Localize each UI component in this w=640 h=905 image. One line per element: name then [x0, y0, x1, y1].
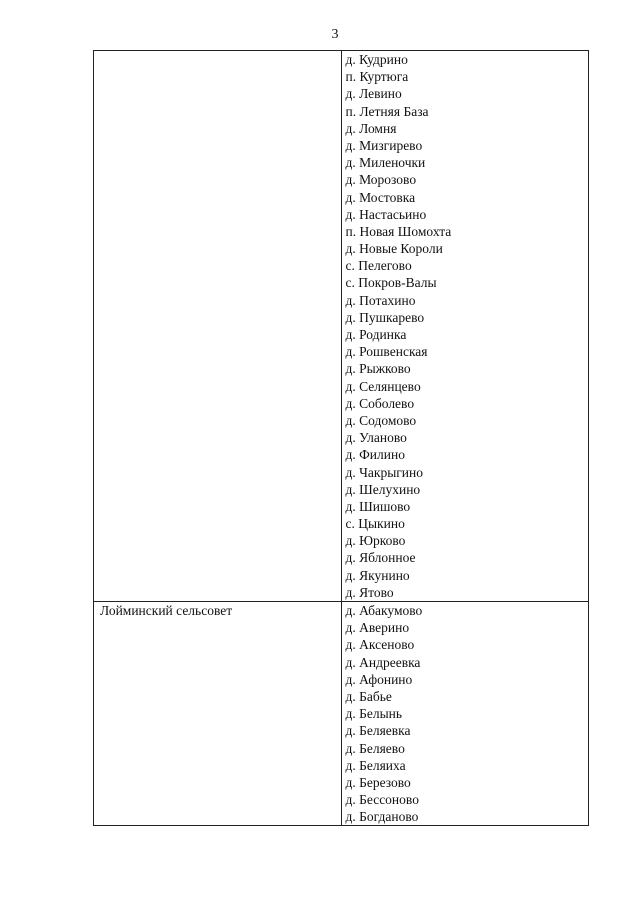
settlements-cell: [341, 51, 589, 602]
settlement-item: д. Богданово: [345, 809, 419, 825]
table-row: [94, 602, 589, 826]
settlement-item: д. Ломня: [345, 120, 397, 136]
settlement-item: д. Соболево: [345, 395, 415, 411]
settlement-item: д. Потахино: [345, 292, 416, 308]
settlement-item: д. Чакрыгино: [345, 464, 423, 480]
settlement-item: д. Ятово: [345, 584, 394, 600]
settlement-item: д. Морозово: [345, 172, 417, 188]
settlement-item: д. Содомово: [345, 412, 417, 428]
settlement-item: с. Пелегово: [345, 258, 412, 274]
settlement-item: с. Цыкино: [345, 516, 405, 532]
settlement-item: д. Шелухино: [345, 481, 421, 497]
page-number: 3: [331, 27, 339, 42]
settlement-list: [342, 602, 589, 825]
settlement-item: д. Бабье: [345, 688, 392, 704]
settlement-item: п. Летняя База: [345, 103, 429, 119]
settlement-item: д. Рыжково: [345, 361, 411, 377]
settlement-item: д. Рошвенская: [345, 344, 428, 360]
settlement-item: д. Шишово: [345, 498, 411, 514]
settlement-item: д. Андреевка: [345, 654, 421, 670]
settlement-item: д. Пушкарево: [345, 309, 425, 325]
table-row: [94, 51, 589, 602]
settlement-item: д. Новые Короли: [345, 241, 443, 257]
settlement-item: д. Якунино: [345, 567, 410, 583]
settlement-item: д. Абакумово: [345, 603, 423, 618]
settlement-item: д. Беляево: [345, 740, 405, 756]
district-cell: [94, 51, 342, 602]
settlement-item: д. Мизгирево: [345, 137, 423, 153]
settlement-item: п. Новая Шомохта: [345, 223, 452, 239]
settlement-item: д. Настасьино: [345, 206, 427, 222]
settlements-table: [93, 50, 589, 826]
settlement-item: д. Филино: [345, 447, 405, 463]
settlement-item: д. Юрково: [345, 533, 406, 549]
settlement-item: д. Родинка: [345, 327, 407, 342]
settlement-item: д. Мостовка: [345, 189, 416, 205]
settlement-item: д. Бессоново: [345, 792, 419, 808]
district-name: Лойминский сельсовет: [100, 603, 233, 618]
settlement-item: д. Беляиха: [345, 757, 406, 773]
settlement-item: д. Беляевка: [345, 723, 411, 739]
settlement-item: д. Левино: [345, 86, 402, 102]
settlement-item: д. Аверино: [345, 620, 410, 636]
settlement-list: [342, 51, 589, 601]
settlements-cell: [341, 602, 589, 826]
district-cell: [94, 602, 342, 826]
settlement-item: д. Селянцево: [345, 378, 421, 394]
settlement-item: д. Белынь: [345, 706, 403, 722]
settlement-item: д. Уланово: [345, 430, 407, 446]
settlement-item: д. Кудрино: [345, 52, 408, 67]
settlement-item: д. Березово: [345, 774, 411, 790]
settlement-item: д. Яблонное: [345, 550, 416, 566]
settlement-item: д. Миленочки: [345, 155, 426, 171]
settlement-item: с. Покров-Валы: [345, 275, 437, 291]
settlement-item: д. Афонино: [345, 671, 413, 687]
settlement-item: п. Куртюга: [345, 69, 409, 85]
settlement-item: д. Аксеново: [345, 637, 415, 653]
